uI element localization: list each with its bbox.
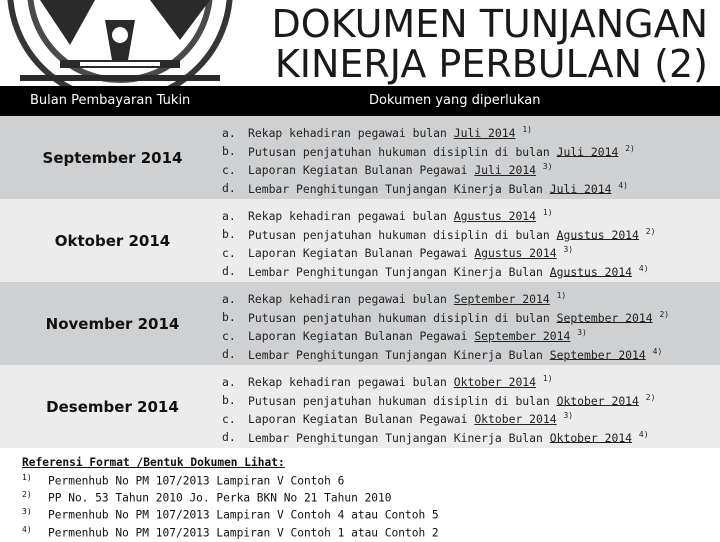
item-period: Juli 2014 [556, 144, 619, 159]
item-ref: 4) [638, 263, 649, 273]
item-marker: a. [222, 125, 236, 140]
item-period: September 2014 [556, 310, 653, 325]
item-ref: 2) [659, 309, 670, 319]
item-ref: 3) [563, 411, 574, 420]
reference-text: Permenhub No PM 107/2013 Lampiran V Contoh 4 atau Contoh 5 [48, 509, 439, 523]
item-period: Juli 2014 [453, 125, 516, 140]
item-period: Agustus 2014 [556, 227, 639, 242]
item-ref: 4) [618, 180, 628, 190]
list-item [222, 389, 655, 408]
reference-item [22, 486, 439, 503]
item-period: Agustus 2014 [453, 208, 537, 223]
title-line-1: DOKUMEN TUNJANGAN [271, 2, 708, 46]
item-period: Oktober 2014 [453, 374, 537, 389]
item-marker: a. [222, 291, 236, 306]
row-month: September 2014 [42, 148, 183, 167]
item-marker: c. [222, 162, 236, 177]
page-title [272, 4, 708, 84]
reference-text: Permenhub No PM 107/2013 Lampiran V Contoh 1 atau Contoh 2 [48, 526, 439, 540]
item-text: Laporan Kegiatan Bulanan Pegawai [248, 328, 475, 343]
item-ref: 2) [645, 226, 656, 236]
item-marker: d. [222, 181, 236, 196]
item-period: Oktober 2014 [549, 430, 633, 445]
item-marker: c. [222, 245, 236, 260]
item-marker: b. [222, 310, 236, 325]
reference-text: Permenhub No PM 107/2013 Lampiran V Contoh 6 [48, 474, 345, 488]
item-ref: 2) [645, 392, 656, 402]
item-period: September 2014 [453, 291, 550, 306]
item-marker: c. [222, 411, 236, 426]
item-text: Rekap kehadiran pegawai bulan [248, 291, 454, 306]
row-month: Oktober 2014 [54, 231, 171, 250]
item-period: Juli 2014 [549, 181, 612, 196]
list-item [222, 158, 635, 177]
list-item [222, 260, 655, 279]
document-table [0, 116, 720, 448]
item-text: Lembar Penghitungan Tunjangan Kinerja Bulan [248, 181, 550, 196]
item-marker: c. [222, 328, 236, 343]
item-marker: b. [222, 227, 236, 242]
list-item [222, 306, 669, 325]
reference-text: PP No. 53 Tahun 2010 Jo. Perka BKN No 21 Tahun 2010 [48, 491, 392, 505]
item-period: Agustus 2014 [549, 264, 633, 279]
item-text: Putusan penjatuhan hukuman disiplin di bulan [248, 144, 557, 159]
reference-marker: 4) [22, 524, 32, 534]
reference-marker: 2) [22, 490, 32, 500]
item-text: Putusan penjatuhan hukuman disiplin di bulan [248, 393, 557, 408]
item-ref: 3) [563, 245, 574, 254]
item-ref: 3) [577, 328, 587, 337]
header-payment-month: Bulan Pembayaran Tukin [30, 93, 191, 108]
list-item [222, 324, 669, 343]
item-marker: b. [222, 393, 236, 408]
item-ref: 1) [542, 374, 553, 383]
item-ref: 1) [522, 125, 532, 134]
item-period: Oktober 2014 [474, 411, 557, 426]
item-period: Agustus 2014 [474, 245, 557, 260]
item-period: Oktober 2014 [556, 393, 639, 408]
list-item [222, 177, 635, 196]
item-period: Juli 2014 [474, 162, 537, 177]
item-marker: d. [222, 430, 236, 445]
item-text: Rekap kehadiran pegawai bulan [248, 208, 454, 223]
list-item [222, 241, 655, 260]
list-item [222, 121, 635, 140]
reference-item [22, 469, 439, 486]
item-text: Putusan penjatuhan hukuman disiplin di bulan [248, 227, 557, 242]
reference-title: Referensi Format /Bentuk Dokumen Lihat: [22, 456, 285, 469]
row-month: November 2014 [45, 314, 180, 333]
item-marker: b. [222, 144, 236, 159]
item-marker: a. [222, 374, 236, 389]
reference-item [22, 503, 439, 523]
item-text: Laporan Kegiatan Bulanan Pegawai [248, 411, 475, 426]
item-period: September 2014 [474, 328, 571, 343]
list-item [222, 287, 669, 306]
item-ref: 1) [542, 208, 553, 217]
item-marker: a. [222, 208, 236, 223]
item-marker: d. [222, 264, 236, 279]
document-list [222, 370, 655, 444]
reference-item [22, 521, 439, 538]
list-item [222, 223, 655, 242]
reference-notes [22, 456, 439, 538]
table-header [0, 86, 720, 116]
item-text: Rekap kehadiran pegawai bulan [248, 374, 454, 389]
item-text: Laporan Kegiatan Bulanan Pegawai [248, 162, 475, 177]
item-ref: 1) [556, 291, 567, 300]
item-text: Lembar Penghitungan Tunjangan Kinerja Bulan [248, 264, 550, 279]
list-item [222, 370, 655, 389]
ministry-emblem-logo [0, 0, 260, 90]
item-period: September 2014 [549, 347, 646, 362]
item-text: Lembar Penghitungan Tunjangan Kinerja Bulan [248, 347, 550, 362]
document-list [222, 287, 669, 361]
item-ref: 3) [542, 162, 553, 171]
row-month: Desember 2014 [46, 397, 179, 416]
table-row [0, 116, 720, 199]
table-row [0, 199, 720, 282]
item-ref: 4) [638, 429, 649, 439]
header-required-documents: Dokumen yang diperlukan [369, 93, 541, 108]
title-line-2: KINERJA PERBULAN (2) [274, 42, 708, 86]
item-ref: 2) [625, 143, 635, 153]
list-item [222, 426, 655, 445]
table-row [0, 365, 720, 448]
item-text: Putusan penjatuhan hukuman disiplin di bulan [248, 310, 557, 325]
item-ref: 4) [652, 346, 663, 356]
reference-marker: 3) [22, 507, 32, 517]
document-list [222, 204, 655, 278]
list-item [222, 343, 669, 362]
reference-marker: 1) [22, 473, 32, 482]
document-list [222, 121, 635, 195]
item-marker: d. [222, 347, 236, 362]
list-item [222, 204, 655, 223]
item-text: Laporan Kegiatan Bulanan Pegawai [248, 245, 475, 260]
list-item [222, 140, 635, 159]
list-item [222, 407, 655, 426]
table-row [0, 282, 720, 365]
item-text: Lembar Penghitungan Tunjangan Kinerja Bulan [248, 430, 550, 445]
item-text: Rekap kehadiran pegawai bulan [248, 125, 454, 140]
